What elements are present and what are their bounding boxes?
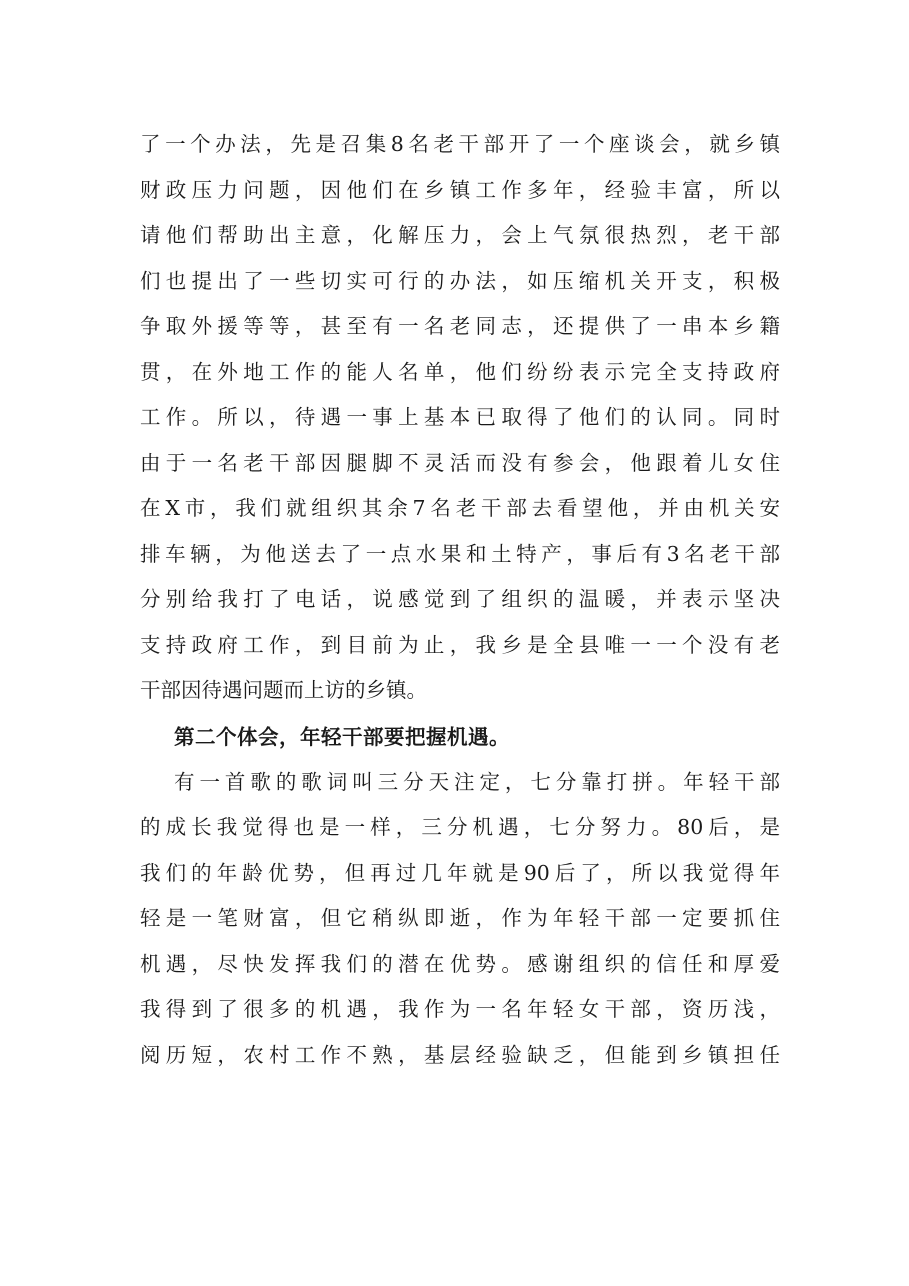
paragraph-1 <box>140 122 780 714</box>
paragraph-line: 排车辆，为他送去了一点水果和土特产，事后有3名老干部 <box>140 541 780 566</box>
section-heading: 第二个体会，年轻干部要把握机遇。 <box>174 724 510 749</box>
paragraph-line: 分别给我打了电话，说感觉到了组织的温暖，并表示坚决 <box>140 587 780 611</box>
paragraph-line: 争取外援等等，甚至有一名老同志，还提供了一串本乡籍 <box>140 314 780 338</box>
paragraph-2 <box>140 760 780 1079</box>
paragraph-line: 机遇，尽快发挥我们的潜在优势。感谢组织的信任和厚爱 <box>140 951 780 976</box>
paragraph-line: 我得到了很多的机遇，我作为一名年轻女干部，资历浅， <box>140 997 780 1021</box>
paragraph-line: 们也提出了一些切实可行的办法，如压缩机关开支，积极 <box>140 268 780 293</box>
paragraph-line: 阅历短，农村工作不熟，基层经验缺乏，但能到乡镇担任 <box>140 1042 780 1067</box>
paragraph-line: 工作。所以，待遇一事上基本已取得了他们的认同。同时 <box>140 405 780 429</box>
paragraph-line: 贯，在外地工作的能人名单，他们纷纷表示完全支持政府 <box>140 359 780 384</box>
paragraph-line: 由于一名老干部因腿脚不灵活而没有参会，他跟着儿女住 <box>140 450 780 475</box>
paragraph-line: 请他们帮助出主意，化解压力，会上气氛很热烈，老干部 <box>140 223 780 247</box>
paragraph-line: 干部因待遇问题而上访的乡镇。 <box>140 678 427 702</box>
paragraph-line: 了一个办法，先是召集8名老干部开了一个座谈会，就乡镇 <box>140 132 780 156</box>
paragraph-line: 在X市，我们就组织其余7名老干部去看望他，并由机关安 <box>140 496 780 520</box>
paragraph-line: 轻是一笔财富，但它稍纵即逝，作为年轻干部一定要抓住 <box>140 906 780 930</box>
document-body <box>140 122 780 1078</box>
paragraph-line: 有一首歌的歌词叫三分天注定，七分靠打拼。年轻干部 <box>174 769 780 794</box>
paragraph-line: 支持政府工作，到目前为止，我乡是全县唯一一个没有老 <box>140 632 780 657</box>
paragraph-line: 的成长我觉得也是一样，三分机遇，七分努力。80后，是 <box>140 815 780 839</box>
paragraph-line: 财政压力问题，因他们在乡镇工作多年，经验丰富，所以 <box>140 177 780 202</box>
paragraph-line: 我们的年龄优势，但再过几年就是90后了，所以我觉得年 <box>140 860 780 885</box>
